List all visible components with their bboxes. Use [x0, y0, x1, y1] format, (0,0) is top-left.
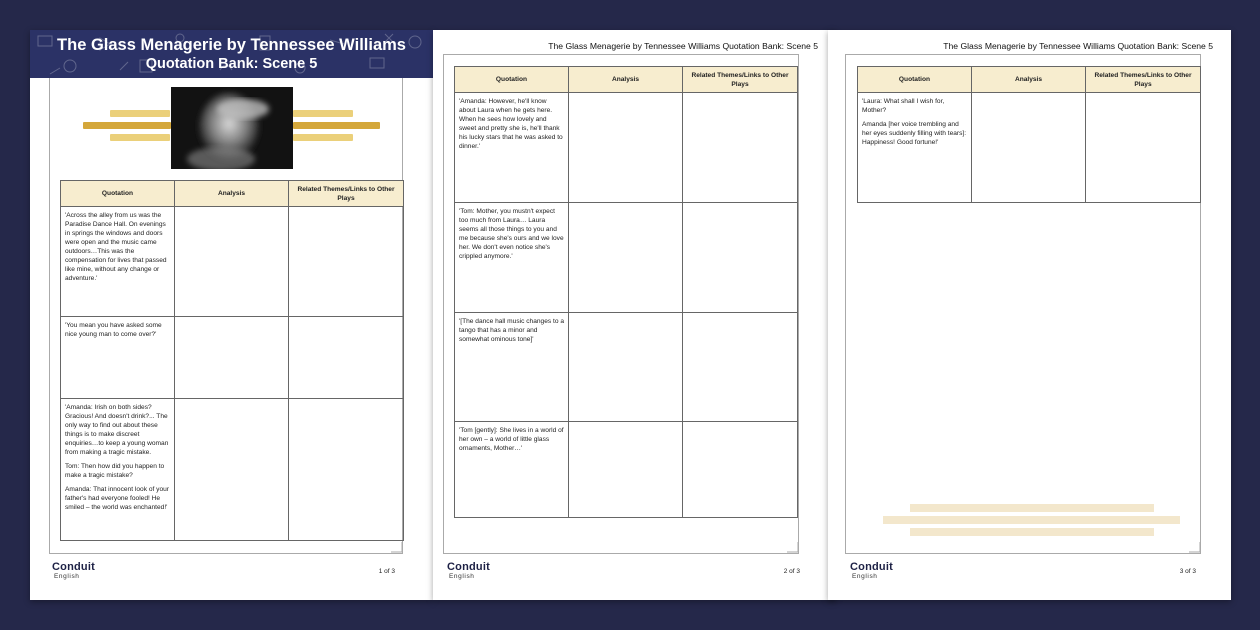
quotation-table — [60, 180, 404, 541]
quotation-cell — [858, 93, 972, 203]
quotation-text: Tom: Then how did you happen to make a tragic mistake? — [65, 463, 165, 479]
brand-name: Conduit — [52, 561, 95, 573]
column-header-quotation: Quotation — [858, 67, 972, 93]
blurred-figure-photo — [171, 87, 293, 169]
worksheet-page-2 — [433, 30, 836, 600]
quotation-text: 'Tom: Mother, you mustn't expect too much from Laura… Laura seems all those things to you and me because she's ours and we love her. We don't even notice she's crippled anymore.' — [459, 208, 564, 260]
conduit-logo — [52, 561, 95, 580]
quotation-table — [454, 66, 798, 518]
quotation-text: 'Laura: What shall I wish for, Mother? — [862, 98, 945, 114]
analysis-cell[interactable] — [569, 313, 683, 422]
document-subtitle: Quotation Bank: Scene 5 — [145, 56, 318, 72]
quotation-text: '[The dance hall music changes to a tango that has a minor and somewhat ominous tone]' — [459, 318, 564, 343]
themes-cell[interactable] — [683, 422, 798, 518]
quotation-cell — [455, 422, 569, 518]
quotation-cell — [455, 93, 569, 203]
decorative-bar — [910, 504, 1154, 512]
analysis-cell[interactable] — [569, 203, 683, 313]
table-row — [455, 203, 798, 313]
themes-cell[interactable] — [289, 207, 404, 317]
title-banner — [30, 30, 433, 78]
page-number: 3 of 3 — [1179, 568, 1196, 575]
analysis-cell[interactable] — [972, 93, 1086, 203]
decorative-bar — [110, 110, 170, 117]
frame-corner-decoration — [390, 542, 406, 558]
frame-corner-decoration — [1188, 542, 1204, 558]
quotation-text: 'Across the alley from us was the Paradise Dance Hall. On evenings in springs the windows and doors were open and the music came outdoors…This was the compensation for lives that passed like mine, without any change or adventure.' — [65, 212, 167, 282]
quotation-text: Amanda [her voice trembling and her eyes suddenly filling with tears]: Happiness! Good fortune!' — [862, 121, 967, 146]
themes-cell[interactable] — [289, 399, 404, 541]
decorative-bar — [110, 134, 170, 141]
table-header-row — [61, 181, 404, 207]
worksheet-page-3 — [828, 30, 1231, 600]
column-header-quotation: Quotation — [455, 67, 569, 93]
quotation-text: Amanda: That innocent look of your father's had everyone fooled! He smiled – the world was enchanted!' — [65, 486, 169, 511]
brand-subtitle: English — [54, 573, 80, 580]
quotation-table — [857, 66, 1201, 203]
table-row — [858, 93, 1201, 203]
themes-cell[interactable] — [683, 203, 798, 313]
themes-cell[interactable] — [683, 93, 798, 203]
decorative-bar — [293, 110, 353, 117]
decorative-bar — [910, 528, 1154, 536]
brand-subtitle: English — [852, 573, 878, 580]
decorative-bar — [293, 134, 353, 141]
conduit-logo — [850, 561, 893, 580]
decorative-bar — [83, 122, 171, 129]
brand-subtitle: English — [449, 573, 475, 580]
quotation-cell — [61, 399, 175, 541]
quotation-text: 'You mean you have asked some nice young man to come over?' — [65, 322, 162, 338]
frame-corner-decoration — [786, 542, 802, 558]
quotation-text: 'Amanda: Irish on both sides? Gracious! And doesn't drink?... The only way to find out about these things is to make discreet enquiries…to keep a young woman from making a tragic mistake. — [65, 404, 169, 456]
decorative-bar — [293, 122, 380, 129]
column-header-themes: Related Themes/Links to Other Plays — [683, 67, 798, 93]
analysis-cell[interactable] — [175, 207, 289, 317]
column-header-quotation: Quotation — [61, 181, 175, 207]
quotation-cell — [455, 203, 569, 313]
document-title: The Glass Menagerie by Tennessee Williams — [57, 36, 406, 54]
table-row — [455, 422, 798, 518]
quotation-text: 'Amanda: However, he'll know about Laura when he gets here. When he sees how lovely and sweet and pretty she is, he'll thank his lucky stars that he was asked to dinner.' — [459, 98, 563, 150]
quotation-cell — [455, 313, 569, 422]
table-header-row — [858, 67, 1201, 93]
themes-cell[interactable] — [683, 313, 798, 422]
table-header-row — [455, 67, 798, 93]
quotation-text: 'Tom [gently]: She lives in a world of her own – a world of little glass ornaments, Mother…' — [459, 427, 564, 452]
themes-cell[interactable] — [1086, 93, 1201, 203]
brand-name: Conduit — [850, 561, 893, 573]
column-header-themes: Related Themes/Links to Other Plays — [1086, 67, 1201, 93]
quotation-cell — [61, 207, 175, 317]
page-number: 2 of 3 — [783, 568, 800, 575]
table-row — [61, 317, 404, 399]
brand-name: Conduit — [447, 561, 490, 573]
analysis-cell[interactable] — [569, 422, 683, 518]
decorative-bar — [883, 516, 1180, 524]
running-header: The Glass Menagerie by Tennessee Williams Quotation Bank: Scene 5 — [943, 41, 1213, 51]
analysis-cell[interactable] — [569, 93, 683, 203]
worksheet-page-1 — [30, 30, 433, 600]
column-header-themes: Related Themes/Links to Other Plays — [289, 181, 404, 207]
conduit-logo — [447, 561, 490, 580]
themes-cell[interactable] — [289, 317, 404, 399]
table-row — [455, 313, 798, 422]
column-header-analysis: Analysis — [175, 181, 289, 207]
table-row — [61, 207, 404, 317]
table-row — [61, 399, 404, 541]
analysis-cell[interactable] — [175, 317, 289, 399]
column-header-analysis: Analysis — [972, 67, 1086, 93]
analysis-cell[interactable] — [175, 399, 289, 541]
page-number: 1 of 3 — [378, 568, 395, 575]
running-header: The Glass Menagerie by Tennessee Williams Quotation Bank: Scene 5 — [548, 41, 818, 51]
column-header-analysis: Analysis — [569, 67, 683, 93]
table-row — [455, 93, 798, 203]
photo-figure-graphic — [171, 87, 293, 169]
quotation-cell — [61, 317, 175, 399]
